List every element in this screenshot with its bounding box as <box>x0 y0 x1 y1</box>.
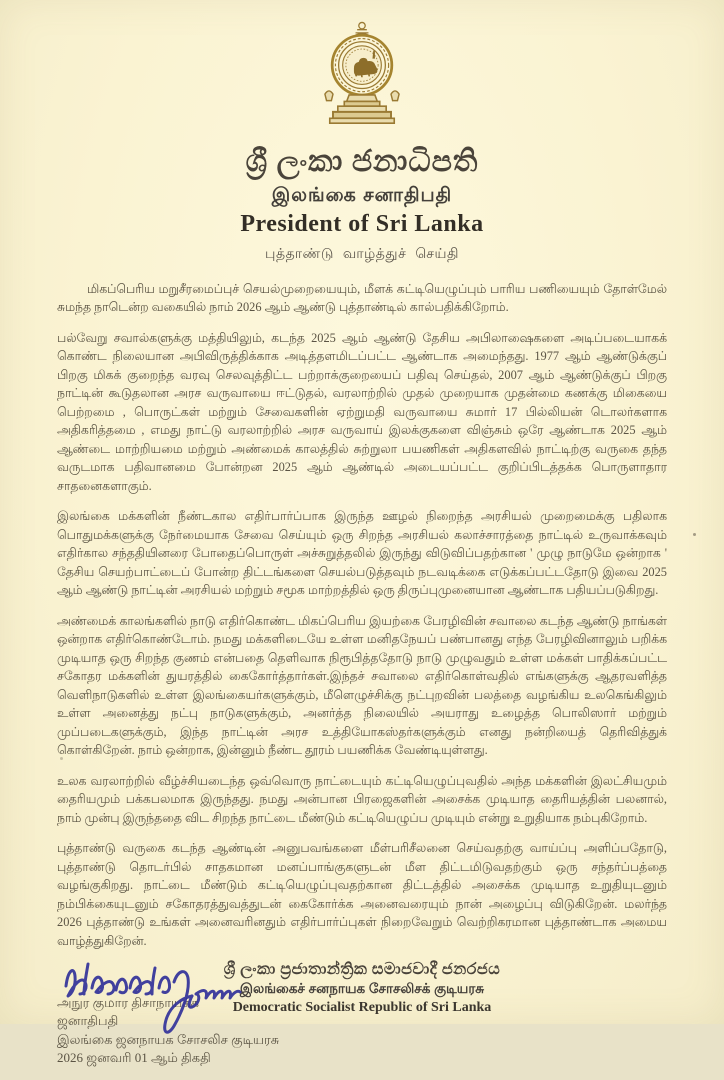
letter-body <box>0 264 724 950</box>
letterhead <box>0 0 724 264</box>
paragraph-3: இலங்கை மக்களின் நீண்டகால எதிர்பார்ப்பாக இருந்த ஊழல் நிறைந்த அரசியல் முறைமைக்கு பதிலாக பொதுமக்களுக்கு நேர்மையாக சேவை செய்யும் ஒரு சிறந்த அரசியல் கலாச்சாரத்தை நாட்டில் உருவாக்கவும் எதிர்கால சந்ததியினரை போதைப்பொருள் அச்சுறுத்தலில் இருந்து விடுவிப்பதற்கான ' முழு நாடுமே ஒன்றாக ' தேசிய செயற்பாட்டைப் போன்ற திட்டங்களை செயல்படுத்தவும் நடவடிக்கை எடுக்கப்பட்டதோடு இவை 2025 ஆம் ஆண்டு நாட்டின் அரசியல் மற்றும் சமூக மாற்றத்தில் ஒரு திருப்புமுனையான ஆண்டாக பதியப்படுகிறது. <box>57 509 667 598</box>
handwritten-signature-icon <box>58 954 273 1054</box>
paragraph-5: உலக வரலாற்றில் வீழ்ச்சியடைந்த ஒவ்வொரு நாட்டையும் கட்டியெழுப்புவதில் அந்த மக்களின் இலட்சியமும் தைரியமும் பக்கபலமாக இருந்தது. நமது அன்பான பிரஜைகளின் அசைக்க முடியாத தைரியத்தின் பலனால், நாம் முன்பு இருந்ததை விட சிறந்த நாட்டை மீண்டும் கட்டியெழுப்ப முடியும் என்று உறுதியாக நம்புகிறோம். <box>57 773 667 825</box>
letter-date: 2026 ஜனவரி 01 ஆம் திகதி <box>57 1050 211 1066</box>
sri-lanka-emblem-icon <box>313 20 411 128</box>
footer-tamil: இலங்கைச் சனநாயக சோசலிசக் குடியரசு <box>239 981 485 996</box>
title-sinhala: ශ්‍රී ලංකා ජනාධිපති <box>245 145 479 178</box>
signatory-country: இலங்கை ஜனநாயக சோசலிச குடியரசு <box>57 1031 280 1047</box>
paragraph-1: மிகப்பெரிய மறுசீரமைப்புச் செயல்முறையையும், மீளக் கட்டியெழுப்பும் பாரிய பணியையும் தோள்மேல் சுமந்த நாடென்ற வகையில் நாம் 2026 ஆம் ஆண்டு புத்தாண்டில் கால்பதிக்கிறோம். <box>57 282 667 315</box>
scan-speck <box>60 757 63 760</box>
scan-speck <box>693 533 696 536</box>
footer-sinhala: ශ්‍රී ලංකා ප්‍රජාතාන්ත්‍රික සමාජවාදී ජනරජය <box>223 961 501 978</box>
title-tamil: இலங்கை சனாதிபதி <box>271 185 453 206</box>
signatory-title: ஜனாதிபதி <box>57 1013 119 1029</box>
footer-english: Democratic Socialist Republic of Sri Lanka <box>232 1000 492 1015</box>
title-english: President of Sri Lanka <box>240 211 484 237</box>
paragraph-2: பல்வேறு சவால்களுக்கு மத்தியிலும், கடந்த 2025 ஆம் ஆண்டு தேசிய அபிலாஷைகளை அடிப்படையாகக் கொண்ட நிலையான அபிவிருத்திக்காக அடித்தளமிடப்பட்ட ஆண்டாக அமைந்தது. 1977 ஆம் ஆண்டுக்குப் பிறகு மிகக் குறைந்த வரவு செலவுத்திட்ட பற்றாக்குறையைப் பதிவு செய்தல், 2007 ஆம் ஆண்டுக்குப் பிறகு நாட்டின் கூடுதலான அரச வருவாயை ஈட்டுதல், வரலாற்றில் முதல் முறையாக முதன்மை கணக்கு மிகையை பெற்றமை , பொருட்கள் மற்றும் சேவைகளின் ஏற்றுமதி வருவாயை சுமார் 17 பில்லியன் டொலர்களாக அதிகரித்தமை , எமது நாட்டு வரலாற்றில் அரச வருவாய் இலக்குகளை விஞ்சும் ஒரே ஆண்டாக 2025 ஆம் ஆண்டை மாற்றியமை மற்றும் அண்மைக் காலத்தில் சுற்றுலா பயணிகள் அதிகளவில் நாட்டிற்கு வருகை தந்த வருடமாக பதிவானமை போன்றன 2025 ஆம் ஆண்டில் அடையப்பட்ட குறிப்பிடத்தக்க பொருளாதார சாதனைகளாகும். <box>57 330 667 493</box>
message-subtitle: புத்தாண்டு வாழ்த்துச் செய்தி <box>265 247 459 262</box>
signatory-name: அநுர குமார திசாநாயக்க <box>57 994 199 1010</box>
signature-block <box>0 962 724 1080</box>
paragraph-6: புத்தாண்டு வருகை கடந்த ஆண்டின் அனுபவங்களை மீள்பரிசீலனை செய்வதற்கு வாய்ப்பு அளிப்பதோடு, புத்தாண்டு தொடர்பில் சாதகமான மனப்பாங்குகளுடன் மீள திட்டமிடுவதற்கும் ஒரு சந்தர்ப்பத்தை வழங்குகிறது. நாட்டை மீண்டும் கட்டியெழுப்புவதற்கான திட்டத்தில் அசைக்க முடியாத உறுதியுடனும் நம்பிக்கையுடனும் சகோதரத்துவத்துடன் கைகோர்க்க அனைவரையும் நான் அழைப்பு விடுகிறேன். மலர்ந்த 2026 புத்தாண்டு உங்கள் அனைவரினதும் எதிர்பார்ப்புகள் நிறைவேறும் வெற்றிகரமான புத்தாண்டாக அமைய வாழ்த்துகிறேன். <box>57 841 667 948</box>
paragraph-4: அண்மைக் காலங்களில் நாடு எதிர்கொண்ட மிகப்பெரிய இயற்கை பேரழிவின் சவாலை கடந்த ஆண்டு நாங்கள் ஒன்றாக எதிர்கொண்டோம். நமது மக்களிடையே உள்ள மனிதநேயப் பண்பானது எந்த பேரழிவினாலும் பறிக்க முடியாத ஒரு சிறந்த குணம் என்பதை தெளிவாக நிரூபித்ததோடு நாடு முழுவதும் உள்ள மக்கள் பாதிக்கப்பட்ட சகோதர மக்களின் துயரத்தில் கைகோர்த்தார்கள்.இந்தச் சவாலை எதிர்கொள்வதில் எங்களுக்கு ஆதரவளித்த வெளிநாடுகளில் உள்ள இலங்கையர்களுக்கும், மீளெழுச்சிக்கு நட்புறவின் பலத்தை வழங்கிய உலகெங்கிலும் உள்ள அனைத்து நட்பு நாடுகளுக்கும், அனர்த்த நிலையில் அயராது உழைத்த பொலிஸார் மற்றும் முப்படைகளுக்கும், இந்த நாட்டின் அரச உத்தியோகஸ்தர்களுக்கும் எனது நன்றியைத் தெரிவித்துக் கொள்கிறேன். நாம் ஒன்றாக, இன்னும் நீண்ட தூரம் பயணிக்க வேண்டியுள்ளது. <box>57 613 667 758</box>
